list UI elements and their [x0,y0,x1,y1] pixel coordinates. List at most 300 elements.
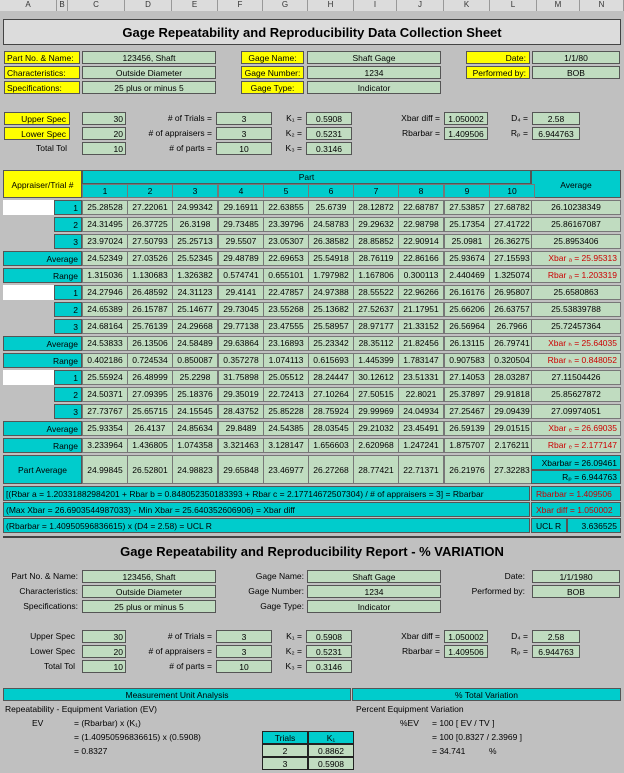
column-header-e[interactable]: E [172,0,218,11]
measurement-cell[interactable]: 24.27946 [82,285,128,300]
report-gage-name-value: Shaft Gage [307,570,441,583]
measurement-unit-analysis-header: Measurement Unit Analysis [3,688,351,701]
measurement-cell: 1.315036 [82,268,128,283]
measurement-cell[interactable]: 29.35019 [218,387,264,402]
trial-label: 3 [54,404,82,419]
measurement-cell[interactable]: 22.63855 [263,200,309,215]
measurement-cell: 29.21032 [353,421,399,436]
measurement-cell: 0.615693 [308,353,354,368]
measurement-cell[interactable]: 25.55924 [82,370,128,385]
spec-label: Specifications: [4,81,80,94]
measurement-cell[interactable]: 25.17354 [444,217,490,232]
k3-label: K₃ = [285,143,302,153]
appraiser-summary: Rbar ₑ = 2.177147 [531,438,621,453]
appraiser-summary: Xbar ₐ = 25.95313 [531,251,621,266]
part-average-cell: 23.46977 [263,455,309,484]
measurement-cell: 1.247241 [398,438,444,453]
total-variation-header: % Total Variation [352,688,621,701]
pev-eq1: = 100 [ EV / TV ] [432,718,495,728]
report-upper-label: Upper Spec [30,631,75,641]
gage-name-label: Gage Name: [241,51,304,64]
k1-label: K₁ = [286,113,302,123]
measurement-cell[interactable]: 25.28528 [82,200,128,215]
gage-name-value[interactable]: Shaft Gage [307,51,441,64]
report-date-value: 1/1/1980 [532,570,620,583]
measurement-cell[interactable]: 24.31123 [172,285,218,300]
measurement-cell[interactable]: 24.68164 [82,319,128,334]
trials-table-row3-k1: 0.5908 [308,757,354,770]
rp-label: Rₚ = [510,128,528,138]
measurement-cell[interactable]: 24.99342 [172,200,218,215]
column-header-g[interactable]: G [263,0,308,11]
measurement-cell[interactable]: 29.73045 [218,302,264,317]
measurement-cell[interactable]: 29.16911 [218,200,264,215]
part-label: Part No. & Name: [4,51,80,64]
ev-eq3: = 0.8327 [74,746,108,756]
measurement-cell[interactable]: 22.90914 [398,234,444,249]
d4-label: D₄ = [511,113,528,123]
part-number-6: 6 [308,184,354,198]
measurement-cell[interactable]: 26.95807 [489,285,535,300]
measurement-cell[interactable]: 27.68782 [489,200,535,215]
performed-value[interactable]: BOB [532,66,620,79]
part-header: Part [82,170,531,184]
pev-eq3: = 34.741 [432,746,466,756]
trial-label: Range [3,268,82,283]
measurement-cell[interactable]: 29.77138 [218,319,264,334]
char-value[interactable]: Outside Diameter [82,66,216,79]
measurement-cell[interactable]: 25.18376 [172,387,218,402]
pev-unit: % [489,746,497,756]
measurement-cell: 0.402186 [82,353,128,368]
gage-number-label: Gage Number: [241,66,304,79]
trial-label: 2 [54,217,82,232]
report-k3-label: K₃ = [285,661,302,671]
measurement-cell[interactable]: 28.75924 [308,404,354,419]
measurement-cell[interactable]: 28.03287 [489,370,535,385]
appraiser-cell [3,387,54,402]
part-number-4: 4 [218,184,264,198]
measurement-cell[interactable]: 23.97024 [82,234,128,249]
measurement-cell[interactable]: 24.58783 [308,217,354,232]
measurement-cell[interactable]: 27.50793 [127,234,173,249]
measurement-cell: 29.01515 [489,421,535,436]
measurement-cell[interactable]: 27.22061 [127,200,173,215]
measurement-cell[interactable]: 22.96266 [398,285,444,300]
trial-label: Range [3,353,82,368]
trial-label: 1 [54,370,82,385]
report-performed-label: Performed by: [471,586,525,596]
average-header: Average [531,170,621,198]
measurement-cell[interactable]: 21.33152 [398,319,444,334]
part-average-cell: 26.52801 [127,455,173,484]
measurement-cell: 0.300113 [398,268,444,283]
measurement-cell[interactable]: 25.25713 [172,234,218,249]
measurement-cell[interactable]: 24.31495 [82,217,128,232]
measurement-cell[interactable]: 25.37897 [444,387,490,402]
char-label: Characteristics: [4,66,80,79]
row-average: 27.09974051 [531,404,621,419]
measurement-cell[interactable]: 31.75898 [218,370,264,385]
measurement-cell[interactable]: 27.10264 [308,387,354,402]
part-average-cell: 28.77421 [353,455,399,484]
measurement-cell: 0.850087 [172,353,218,368]
measurement-cell: 21.82456 [398,336,444,351]
measurement-cell[interactable]: 26.38582 [308,234,354,249]
measurement-cell: 2.440469 [444,268,490,283]
measurement-cell[interactable]: 29.5507 [218,234,264,249]
report-spec-value: 25 plus or minus 5 [82,600,216,613]
measurement-cell[interactable]: 26.56964 [444,319,490,334]
measurement-cell[interactable]: 25.2298 [172,370,218,385]
row-average: 26.10238349 [531,200,621,215]
measurement-cell: 0.724534 [127,353,173,368]
row-average: 25.85627872 [531,387,621,402]
measurement-cell[interactable]: 25.6739 [308,200,354,215]
measurement-cell[interactable]: 24.65389 [82,302,128,317]
measurement-cell: 1.436805 [127,438,173,453]
part-average-cell: 24.98823 [172,455,218,484]
measurement-cell[interactable]: 22.98798 [398,217,444,232]
measurement-cell[interactable]: 29.91818 [489,387,535,402]
ev-eq2: = (1.40950596836615) x (0.5908) [74,732,201,742]
xbar-diff-label: Xbar diff = [401,113,440,123]
total-tol-value[interactable]: 10 [82,142,126,155]
trials-value[interactable]: 3 [216,112,272,125]
report-gage-type-label: Gage Type: [260,601,304,611]
measurement-cell[interactable]: 23.39796 [263,217,309,232]
measurement-cell: 1.445399 [353,353,399,368]
measurement-cell[interactable]: 25.13682 [308,302,354,317]
part-number-10: 10 [489,184,535,198]
k2-value: 0.5231 [306,127,352,140]
measurement-cell[interactable]: 25.66206 [444,302,490,317]
measurement-cell: 25.52345 [172,251,218,266]
trial-label: 3 [54,319,82,334]
column-header-i[interactable]: I [354,0,397,11]
part-number-2: 2 [127,184,173,198]
measurement-cell[interactable]: 27.73767 [82,404,128,419]
measurement-cell[interactable]: 23.51331 [398,370,444,385]
upper-spec-value[interactable]: 30 [82,112,126,125]
gage-number-value[interactable]: 1234 [307,66,441,79]
measurement-cell[interactable]: 25.05512 [263,370,309,385]
ucl-value: 3.636525 [567,518,621,533]
report-part-label: Part No. & Name: [11,571,78,581]
measurement-cell: 1.656603 [308,438,354,453]
part-number-5: 5 [263,184,309,198]
date-label: Date: [466,51,530,64]
ucl-label: UCL R [531,518,567,533]
measurement-cell[interactable]: 28.85852 [353,234,399,249]
report-lower-label: Lower Spec [30,646,75,656]
measurement-cell: 0.320504 [489,353,535,368]
measurement-cell[interactable]: 23.05307 [263,234,309,249]
appraiser-summary: Xbar ₕ = 25.64035 [531,336,621,351]
pev-title: Percent Equipment Variation [356,704,464,714]
report-char-label: Characteristics: [19,586,78,596]
appraiser-cell [3,370,54,385]
measurement-cell: 1.130683 [127,268,173,283]
measurement-cell[interactable]: 23.55268 [263,302,309,317]
row-average: 25.72457364 [531,319,621,334]
row-average: 25.53839788 [531,302,621,317]
k1-value: 0.5908 [306,112,352,125]
trials-table-row2-k1: 0.8862 [308,744,354,757]
row-average: 25.8953406 [531,234,621,249]
part-number-8: 8 [398,184,444,198]
trials-table-header-trials: Trials [262,731,308,744]
report-k1-value: 0.5908 [306,630,352,643]
measurement-cell: 25.54918 [308,251,354,266]
k2-label: K₂ = [285,128,302,138]
rbarbar-value: 1.409506 [444,127,488,140]
parts-value[interactable]: 10 [216,142,272,155]
measurement-cell: 24.53833 [82,336,128,351]
measurement-cell[interactable]: 28.43752 [218,404,264,419]
appraisers-value[interactable]: 3 [216,127,272,140]
trial-label: Range [3,438,82,453]
measurement-cell: 23.45491 [398,421,444,436]
measurement-cell[interactable]: 25.58957 [308,319,354,334]
measurement-cell: 29.63864 [218,336,264,351]
column-header-l[interactable]: L [490,0,537,11]
k3-value: 0.3146 [306,142,352,155]
trial-label: 1 [54,285,82,300]
appraiser-summary: Rbar ₐ = 1.203319 [531,268,621,283]
report-parts-label: # of parts = [169,661,212,671]
measurement-cell: 24.52349 [82,251,128,266]
measurement-cell[interactable]: 27.09395 [127,387,173,402]
trials-table-row3-trial: 3 [262,757,308,770]
measurement-cell[interactable]: 22.68787 [398,200,444,215]
column-header-h[interactable]: H [308,0,354,11]
measurement-cell[interactable]: 25.0981 [444,234,490,249]
measurement-cell[interactable]: 25.65715 [127,404,173,419]
performed-label: Performed by: [466,66,530,79]
report-gage-type-value: Indicator [307,600,441,613]
measurement-cell: 26.59139 [444,421,490,436]
measurement-cell: 0.357278 [218,353,264,368]
gage-type-label: Gage Type: [241,81,304,94]
measurement-cell[interactable]: 26.15787 [127,302,173,317]
measurement-cell[interactable]: 22.8021 [398,387,444,402]
parts-label: # of parts = [169,143,212,153]
part-value[interactable]: 123456, Shaft [82,51,216,64]
column-header-j[interactable]: J [397,0,444,11]
report-spec-label: Specifications: [23,601,78,611]
trial-label: Average [3,251,82,266]
measurement-cell[interactable]: 29.73485 [218,217,264,232]
ev-eq1: = (Rbarbar) x (K₁) [74,718,141,728]
report-rbar-label: Rbarbar = [401,646,440,656]
appraiser-summary: Rbar ₕ = 0.848052 [531,353,621,368]
report-rp-value: 6.944763 [532,645,580,658]
measurement-cell: 25.93354 [82,421,128,436]
report-xdiff-value: 1.050002 [444,630,488,643]
appraiser-cell [3,302,54,317]
report-gage-number-label: Gage Number: [248,586,304,596]
column-header-d[interactable]: D [125,0,172,11]
part-number-9: 9 [444,184,490,198]
measurement-cell[interactable]: 29.29632 [353,217,399,232]
measurement-cell: 22.86166 [398,251,444,266]
measurement-cell[interactable]: 28.55522 [353,285,399,300]
report-lower-value: 20 [82,645,126,658]
measurement-cell[interactable]: 26.37725 [127,217,173,232]
measurement-cell: 27.15593 [489,251,535,266]
appraiser-trial-header: Appraiser/Trial # [3,170,82,198]
measurement-cell[interactable]: 27.53857 [444,200,490,215]
trial-label: 2 [54,387,82,402]
measurement-cell[interactable]: 26.48999 [127,370,173,385]
measurement-cell[interactable]: 26.36275 [489,234,535,249]
trial-label: 1 [54,200,82,215]
measurement-cell[interactable]: 24.29668 [172,319,218,334]
lower-spec-label: Lower Spec [4,127,70,140]
trial-label: Average [3,336,82,351]
column-header-k[interactable]: K [444,0,490,11]
report-rp-label: Rₚ = [510,646,528,656]
measurement-cell: 3.128147 [263,438,309,453]
measurement-cell: 1.783147 [398,353,444,368]
report-gage-number-value: 1234 [307,585,441,598]
formula-rbarbar: [(Rbar a = 1.20331882984201 + Rbar b = 0.848052350183393 + Rbar c = 2.17714672507304) / # of appraisers = 3] = Rbarbar [3,486,530,501]
measurement-cell[interactable]: 26.7966 [489,319,535,334]
measurement-cell[interactable]: 24.04934 [398,404,444,419]
report-xdiff-label: Xbar diff = [401,631,440,641]
measurement-cell: 27.03526 [127,251,173,266]
spec-value[interactable]: 25 plus or minus 5 [82,81,216,94]
measurement-cell[interactable]: 28.24447 [308,370,354,385]
appraiser-summary: Xbar ₑ = 26.69035 [531,421,621,436]
appraiser-cell [3,217,54,232]
row-average: 27.11504426 [531,370,621,385]
measurement-cell: 29.48789 [218,251,264,266]
lower-spec-value[interactable]: 20 [82,127,126,140]
measurement-cell: 22.69653 [263,251,309,266]
report-k1-label: K₁ = [286,631,302,641]
part-number-3: 3 [172,184,218,198]
trial-label: Average [3,421,82,436]
report-appraisers-label: # of appraisers = [148,646,212,656]
measurement-cell[interactable]: 24.97388 [308,285,354,300]
part-average-cell: 29.65848 [218,455,264,484]
report-tol-value: 10 [82,660,126,673]
row-average: 25.6580863 [531,285,621,300]
measurement-cell[interactable]: 25.14677 [172,302,218,317]
appraiser-cell [3,285,54,300]
column-header-m[interactable]: M [537,0,580,11]
report-date-label: Date: [504,571,525,581]
measurement-cell: 25.93674 [444,251,490,266]
measurement-cell: 0.907583 [444,353,490,368]
measurement-cell[interactable]: 24.15545 [172,404,218,419]
trials-label: # of Trials = [167,113,212,123]
measurement-cell: 26.79741 [489,336,535,351]
measurement-cell: 25.23342 [308,336,354,351]
column-header-c[interactable]: C [68,0,125,11]
report-parts-value: 10 [216,660,272,673]
measurement-cell[interactable]: 27.52637 [353,302,399,317]
measurement-cell[interactable]: 24.50371 [82,387,128,402]
report-d4-label: D₄ = [511,631,528,641]
d4-value: 2.58 [532,112,580,125]
measurement-cell: 0.655101 [263,268,309,283]
measurement-cell[interactable]: 27.41722 [489,217,535,232]
measurement-cell[interactable]: 28.12872 [353,200,399,215]
measurement-cell: 2.176211 [489,438,535,453]
column-header-a[interactable]: A [0,0,57,11]
measurement-cell[interactable]: 27.50515 [353,387,399,402]
measurement-cell: 24.58489 [172,336,218,351]
report-appraisers-value: 3 [216,645,272,658]
measurement-cell[interactable]: 27.25467 [444,404,490,419]
measurement-cell[interactable]: 26.3198 [172,217,218,232]
report-char-value: Outside Diameter [82,585,216,598]
measurement-cell[interactable]: 23.47555 [263,319,309,334]
measurement-cell[interactable]: 29.99969 [353,404,399,419]
trials-table-row2-trial: 2 [262,744,308,757]
measurement-cell: 1.797982 [308,268,354,283]
measurement-cell[interactable]: 26.16176 [444,285,490,300]
measurement-cell[interactable]: 26.48592 [127,285,173,300]
report-k2-value: 0.5231 [306,645,352,658]
measurement-cell[interactable]: 26.63757 [489,302,535,317]
report-k3-value: 0.3146 [306,660,352,673]
xbarbar-value: Xbarbar = 26.09461 [531,455,621,470]
measurement-cell[interactable]: 25.85228 [263,404,309,419]
trial-label: 3 [54,234,82,249]
measurement-cell: 1.325074 [489,268,535,283]
row-average: 25.86167087 [531,217,621,232]
date-value[interactable]: 1/1/80 [532,51,620,64]
part-average-cell: 27.32283 [489,455,535,484]
measurement-cell: 28.76119 [353,251,399,266]
sheet-title: Gage Repeatability and Reproducibility Data Collection Sheet [3,19,621,45]
column-header-f[interactable]: F [218,0,263,11]
formula-rbarbar-result: Rbarbar = 1.409506 [531,486,621,501]
measurement-cell[interactable]: 25.76139 [127,319,173,334]
measurement-cell[interactable]: 21.17951 [398,302,444,317]
measurement-cell[interactable]: 27.14053 [444,370,490,385]
measurement-cell: 23.16893 [263,336,309,351]
column-header-n[interactable]: N [580,0,624,11]
measurement-cell[interactable]: 28.97177 [353,319,399,334]
column-header-b[interactable]: B [57,0,68,11]
measurement-cell[interactable]: 22.72413 [263,387,309,402]
xbar-diff-value: 1.050002 [444,112,488,125]
rp-value: 6.944763 [532,127,580,140]
rbarbar-label: Rbarbar = [401,128,440,138]
measurement-cell: 2.620968 [353,438,399,453]
measurement-cell[interactable]: 30.12612 [353,370,399,385]
measurement-cell: 26.13115 [444,336,490,351]
report-upper-value: 30 [82,630,126,643]
measurement-cell: 1.167806 [353,268,399,283]
part-number-1: 1 [82,184,128,198]
formula-xbar-diff: (Max Xbar = 26.6903544987033) - Min Xbar = 25.640352606906) = Xbar diff [3,502,530,517]
measurement-cell: 24.85634 [172,421,218,436]
measurement-cell[interactable]: 29.4141 [218,285,264,300]
measurement-cell: 1.074358 [172,438,218,453]
measurement-cell[interactable]: 29.09439 [489,404,535,419]
report-trials-value: 3 [216,630,272,643]
report-gage-name-label: Gage Name: [255,571,304,581]
gage-type-value[interactable]: Indicator [307,81,441,94]
measurement-cell: 26.13506 [127,336,173,351]
measurement-cell[interactable]: 22.47857 [263,285,309,300]
